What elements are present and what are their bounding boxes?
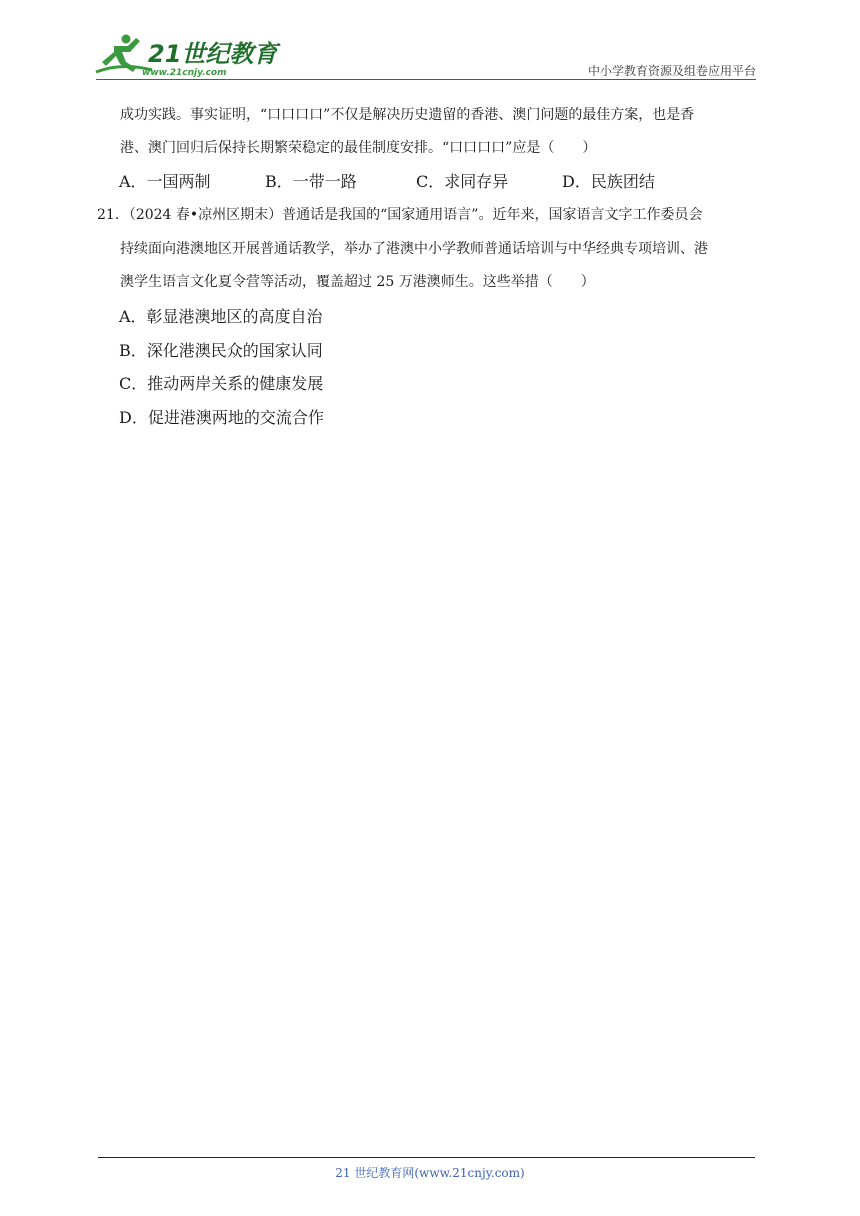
q21-option-b[interactable]: B．深化港澳民众的国家认同 — [119, 341, 323, 360]
question-21-line-1: 21．（2024 春•凉州区期末）普通话是我国的“国家通用语言”。近年来，国家语言文字工作委员会 — [97, 207, 703, 223]
header-divider — [96, 79, 756, 80]
prev-option-c[interactable]: C．求同存异 — [416, 172, 509, 191]
logo-21cnjy — [92, 32, 278, 80]
svg-text:21世纪教育: 21世纪教育 — [148, 40, 278, 68]
header-platform-text: 中小学教育资源及组卷应用平台 — [587, 64, 756, 78]
q21-option-c[interactable]: C．推动两岸关系的健康发展 — [119, 374, 324, 393]
prev-question-line-1: 成功实践。事实证明，“口口口口”不仅是解决历史遗留的香港、澳门问题的最佳方案，也是香 — [120, 107, 695, 123]
question-21-line-2: 持续面向港澳地区开展普通话教学，举办了港澳中小学教师普通话培训与中华经典专项培训、港 — [120, 241, 708, 257]
prev-option-d[interactable]: D．民族团结 — [562, 172, 655, 191]
question-21-line-3: 澳学生语言文化夏令营等活动，覆盖超过 25 万港澳师生。这些举措（ ） — [120, 274, 595, 290]
footer-link[interactable]: 21 世纪教育网(www.21cnjy.com) — [335, 1166, 525, 1180]
prev-option-a[interactable]: A．一国两制 — [119, 172, 211, 191]
q21-option-d[interactable]: D．促进港澳两地的交流合作 — [119, 408, 324, 427]
prev-question-line-2: 港、澳门回归后保持长期繁荣稳定的最佳制度安排。“口口口口”应是（ ） — [120, 140, 597, 156]
page-header — [0, 0, 860, 82]
q21-option-a[interactable]: A．彰显港澳地区的高度自治 — [119, 307, 323, 326]
footer-divider — [98, 1157, 755, 1158]
prev-option-b[interactable]: B．一带一路 — [265, 172, 357, 191]
svg-text:www.21cnjy.com: www.21cnjy.com — [142, 68, 227, 78]
